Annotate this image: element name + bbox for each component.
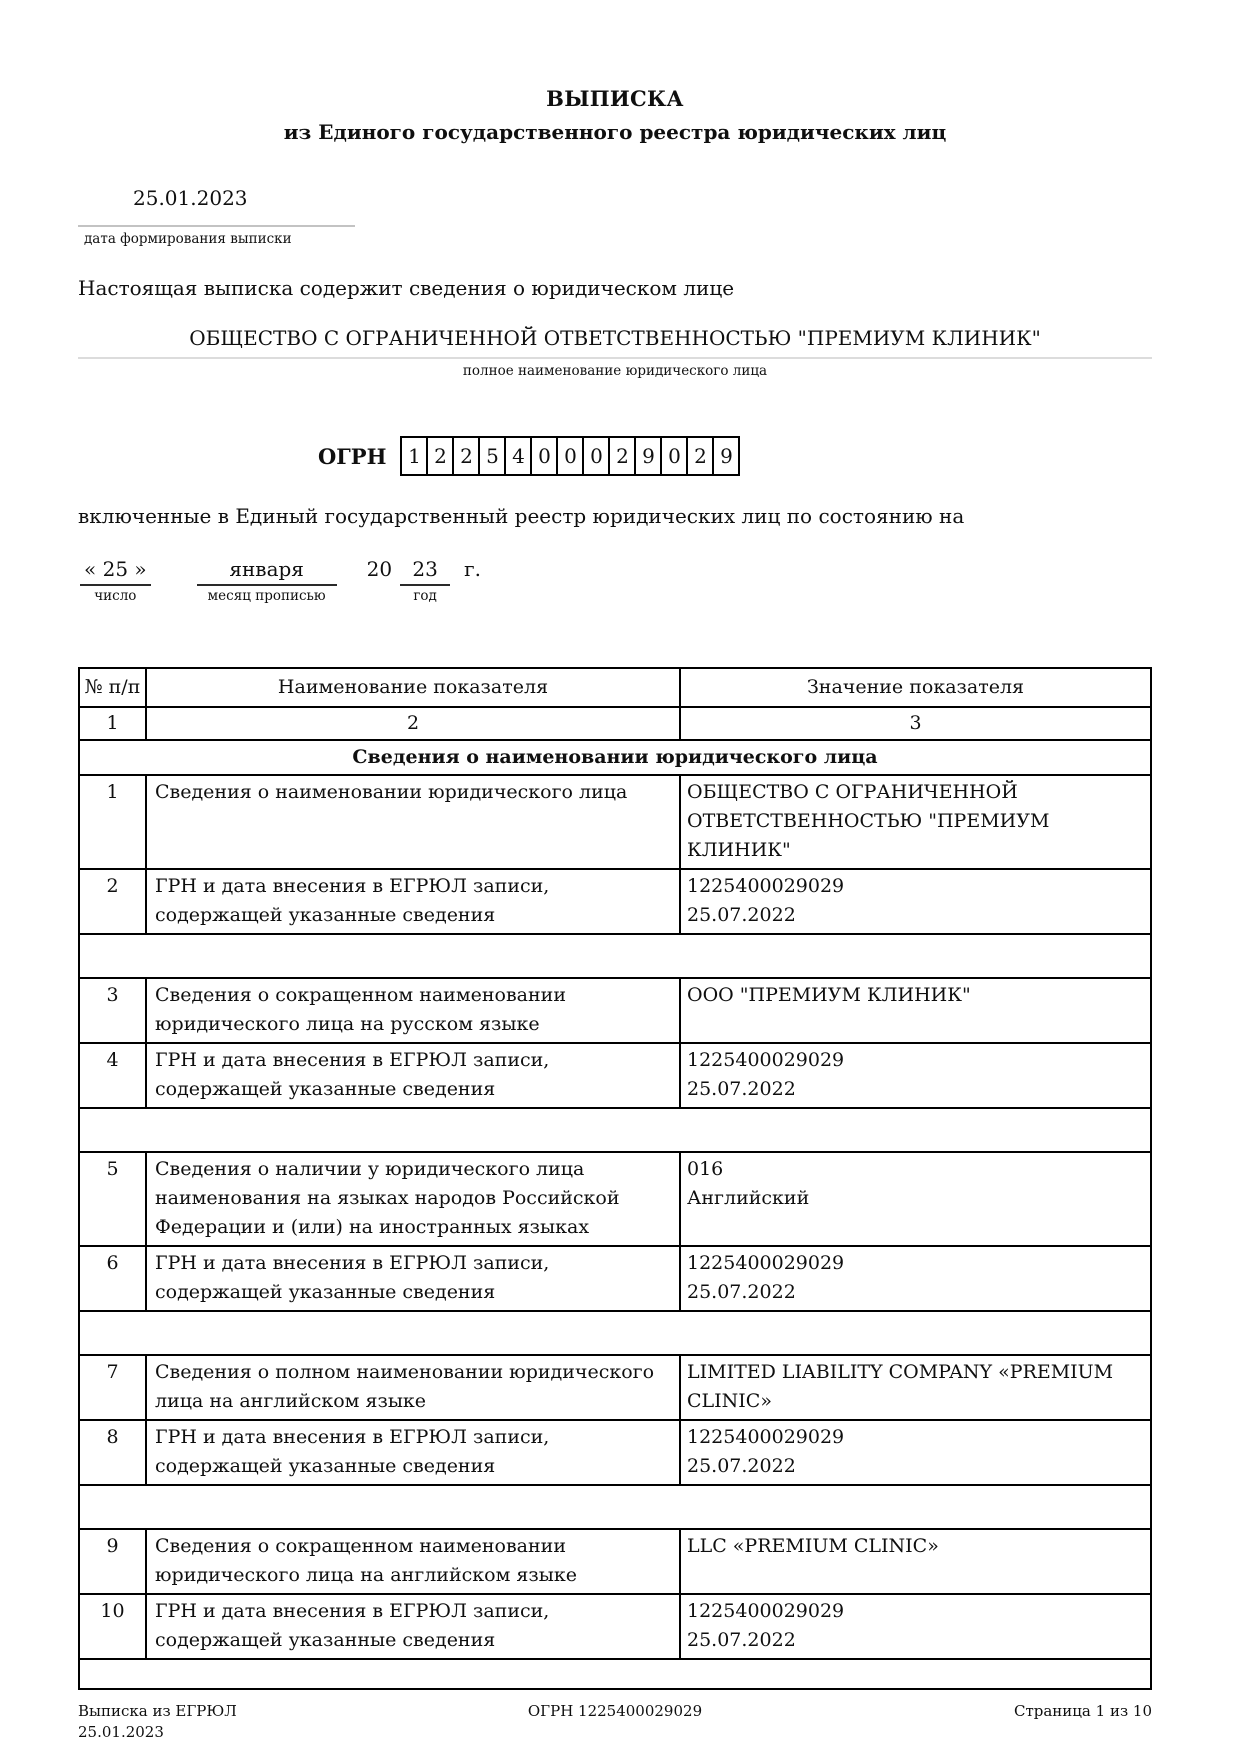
year-label: год [413, 588, 437, 604]
formation-date-underline [78, 225, 355, 227]
table-row [79, 1152, 1151, 1246]
ogrn-digit-box: 0 [556, 436, 584, 476]
row-name: ГРН и дата внесения в ЕГРЮЛ записи, содержащей указанные сведения [146, 1246, 680, 1311]
row-value-line2: 25.07.2022 [687, 1281, 796, 1303]
footer-left [78, 1701, 528, 1743]
table-header-row [79, 668, 1151, 707]
spacer-row [79, 1108, 1151, 1152]
row-num: 6 [79, 1246, 146, 1311]
ogrn-label: ОГРН [318, 443, 387, 469]
table-header-name: Наименование показателя [146, 668, 680, 707]
row-value-line2: Английский [687, 1187, 810, 1209]
ogrn-digit-box: 2 [426, 436, 454, 476]
ogrn-digit-box: 4 [504, 436, 532, 476]
company-name-block [78, 326, 1152, 379]
row-name: Сведения о наименовании юридического лица [146, 775, 680, 869]
row-value-line2: 25.07.2022 [687, 1629, 796, 1651]
table-row [79, 1043, 1151, 1108]
row-num: 9 [79, 1529, 146, 1594]
footer-doc-type: Выписка из ЕГРЮЛ [78, 1702, 237, 1720]
formation-date-label: дата формирования выписки [84, 231, 292, 247]
ogrn-digit-box: 0 [530, 436, 558, 476]
ogrn-digit-box: 2 [686, 436, 714, 476]
section-title-row [79, 740, 1151, 775]
table-row [79, 1420, 1151, 1485]
spacer-row [79, 934, 1151, 978]
row-name: Сведения о сокращенном наименовании юридического лица на русском языке [146, 978, 680, 1043]
document-title: ВЫПИСКА [546, 86, 684, 111]
footer-doc-date: 25.01.2023 [78, 1723, 164, 1741]
row-value [680, 1529, 1151, 1594]
row-name: ГРН и дата внесения в ЕГРЮЛ записи, содержащей указанные сведения [146, 869, 680, 934]
row-value-line1: 1225400029029 [687, 1049, 845, 1071]
row-name: ГРН и дата внесения в ЕГРЮЛ записи, содержащей указанные сведения [146, 1420, 680, 1485]
row-num: 1 [79, 775, 146, 869]
ogrn-digit-box: 2 [452, 436, 480, 476]
row-name: ГРН и дата внесения в ЕГРЮЛ записи, содержащей указанные сведения [146, 1043, 680, 1108]
row-value [680, 1355, 1151, 1420]
row-value-line1: 1225400029029 [687, 875, 845, 897]
table-row [79, 775, 1151, 869]
row-value-line1: ОБЩЕСТВО С ОГРАНИЧЕННОЙ ОТВЕТСТВЕННОСТЬЮ "ПРЕМИУМ КЛИНИК" [687, 781, 1050, 861]
day-label: число [94, 588, 137, 604]
row-num: 10 [79, 1594, 146, 1659]
company-name-underline [78, 357, 1152, 359]
month-value: января [197, 557, 337, 586]
row-value [680, 1246, 1151, 1311]
table-header-num: № п/п [79, 668, 146, 707]
included-text: включенные в Единый государственный реестр юридических лиц по состоянию на [78, 504, 965, 528]
spacer-row [79, 1311, 1151, 1355]
section-title: Сведения о наименовании юридического лица [79, 740, 1151, 775]
ogrn-digit-box: 0 [660, 436, 688, 476]
row-value-line1: 1225400029029 [687, 1426, 845, 1448]
row-value [680, 978, 1151, 1043]
row-value-line1: LIMITED LIABILITY COMPANY «PREMIUM CLINIC» [687, 1361, 1114, 1412]
column-number-3: 3 [680, 707, 1151, 740]
month-unit [197, 557, 337, 604]
spacer-row [79, 1659, 1151, 1689]
row-name: Сведения о полном наименовании юридического лица на английском языке [146, 1355, 680, 1420]
row-value-line1: LLC «PREMIUM CLINIC» [687, 1535, 939, 1557]
table-row [79, 1529, 1151, 1594]
ogrn-digit-boxes [400, 436, 740, 476]
column-number-2: 2 [146, 707, 680, 740]
column-number-1: 1 [79, 707, 146, 740]
ogrn-digit-box: 2 [608, 436, 636, 476]
row-value [680, 1420, 1151, 1485]
row-value [680, 1043, 1151, 1108]
row-value-line2: 25.07.2022 [687, 1078, 796, 1100]
row-name: Сведения о сокращенном наименовании юридического лица на английском языке [146, 1529, 680, 1594]
ogrn-digit-box: 9 [634, 436, 662, 476]
company-name-label: полное наименование юридического лица [462, 363, 768, 379]
row-num: 8 [79, 1420, 146, 1485]
ogrn-digit-box: 0 [582, 436, 610, 476]
row-value [680, 775, 1151, 869]
table-row [79, 1246, 1151, 1311]
table-header-value: Значение показателя [680, 668, 1151, 707]
row-value-line2: 25.07.2022 [687, 1455, 796, 1477]
footer-ogrn: ОГРН 1225400029029 [527, 1702, 703, 1720]
century-value: 20 [366, 557, 393, 581]
ogrn-digit-box: 9 [712, 436, 740, 476]
company-full-name: ОБЩЕСТВО С ОГРАНИЧЕННОЙ ОТВЕТСТВЕННОСТЬЮ "ПРЕМИУМ КЛИНИК" [189, 326, 1041, 350]
year-value: 23 [400, 557, 450, 586]
month-label: месяц прописью [207, 588, 326, 604]
as-of-date-block [78, 557, 1152, 604]
table-row [79, 978, 1151, 1043]
day-value: « 25 » [80, 557, 151, 586]
page-footer [78, 1701, 1152, 1743]
row-value-line1: 1225400029029 [687, 1252, 845, 1274]
table-row [79, 1594, 1151, 1659]
formation-date-block [78, 186, 1152, 247]
table-row [79, 869, 1151, 934]
day-unit [80, 557, 151, 604]
row-value [680, 1594, 1151, 1659]
row-value [680, 869, 1151, 934]
row-num: 3 [79, 978, 146, 1043]
row-value-line2: 25.07.2022 [687, 904, 796, 926]
row-name: Сведения о наличии у юридического лица наименования на языках народов Российской Федерации и (или) на иностранных языках [146, 1152, 680, 1246]
row-value-line1: ООО "ПРЕМИУМ КЛИНИК" [687, 984, 971, 1006]
document-subtitle: из Единого государственного реестра юридических лиц [283, 120, 947, 144]
row-name: ГРН и дата внесения в ЕГРЮЛ записи, содержащей указанные сведения [146, 1594, 680, 1659]
row-value [680, 1152, 1151, 1246]
row-num: 4 [79, 1043, 146, 1108]
row-num: 2 [79, 869, 146, 934]
ogrn-digit-box: 5 [478, 436, 506, 476]
table-row [79, 1355, 1151, 1420]
footer-page-number: Страница 1 из 10 [1013, 1702, 1152, 1720]
formation-date: 25.01.2023 [133, 186, 248, 210]
row-value-line1: 1225400029029 [687, 1600, 845, 1622]
column-numbers-row [79, 707, 1151, 740]
row-num: 5 [79, 1152, 146, 1246]
ogrn-block [78, 436, 1152, 476]
spacer-row [79, 1485, 1151, 1529]
registry-table [78, 667, 1152, 1690]
year-suffix: г. [464, 557, 481, 581]
intro-text: Настоящая выписка содержит сведения о юридическом лице [78, 276, 735, 300]
year-unit [400, 557, 450, 604]
row-value-line1: 016 [687, 1158, 724, 1180]
row-num: 7 [79, 1355, 146, 1420]
ogrn-digit-box: 1 [400, 436, 428, 476]
